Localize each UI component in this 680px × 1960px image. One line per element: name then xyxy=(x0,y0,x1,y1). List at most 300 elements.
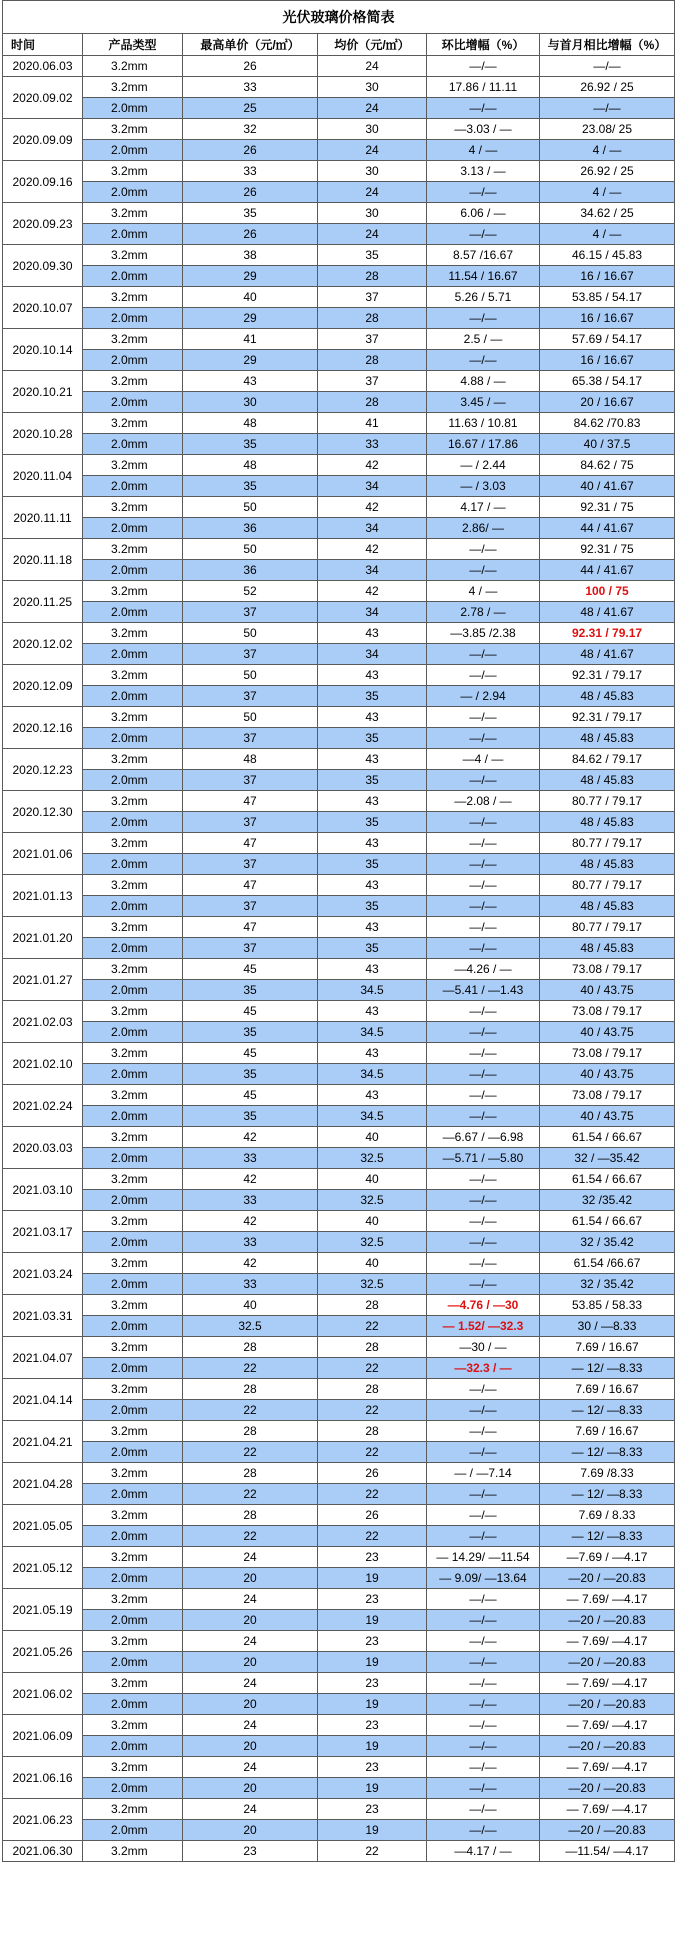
table-row xyxy=(3,140,675,161)
max-price-cell: 38 xyxy=(183,245,318,266)
header-vs-first-month: 与首月相比增幅（%） xyxy=(540,34,675,56)
avg-price-cell: 23 xyxy=(318,1589,427,1610)
table-row xyxy=(3,1274,675,1295)
date-cell: 2020.11.18 xyxy=(3,539,83,581)
max-price-cell: 24 xyxy=(183,1799,318,1820)
header-max-price: 最高单价（元/㎡） xyxy=(183,34,318,56)
table-row xyxy=(3,623,675,644)
mom-change-cell: —/— xyxy=(427,1652,540,1673)
table-row xyxy=(3,1169,675,1190)
table-row xyxy=(3,287,675,308)
table-row xyxy=(3,1148,675,1169)
date-cell: 2020.09.02 xyxy=(3,77,83,119)
max-price-cell: 30 xyxy=(183,392,318,413)
vs-first-month-cell: 73.08 / 79.17 xyxy=(540,1043,675,1064)
product-type-cell: 3.2mm xyxy=(83,1505,183,1526)
table-row xyxy=(3,1757,675,1778)
max-price-cell: 47 xyxy=(183,791,318,812)
max-price-cell: 24 xyxy=(183,1673,318,1694)
product-type-cell: 2.0mm xyxy=(83,182,183,203)
max-price-cell: 42 xyxy=(183,1127,318,1148)
max-price-cell: 24 xyxy=(183,1589,318,1610)
avg-price-cell: 28 xyxy=(318,350,427,371)
mom-change-cell: —/— xyxy=(427,1169,540,1190)
table-row xyxy=(3,224,675,245)
mom-change-cell: —/— xyxy=(427,875,540,896)
product-type-cell: 3.2mm xyxy=(83,1799,183,1820)
max-price-cell: 26 xyxy=(183,224,318,245)
avg-price-cell: 43 xyxy=(318,917,427,938)
product-type-cell: 3.2mm xyxy=(83,1547,183,1568)
vs-first-month-cell: 48 / 45.83 xyxy=(540,770,675,791)
product-type-cell: 3.2mm xyxy=(83,203,183,224)
table-row xyxy=(3,77,675,98)
table-row xyxy=(3,371,675,392)
table-title-row xyxy=(3,1,675,34)
mom-change-cell: —/— xyxy=(427,1820,540,1841)
table-row xyxy=(3,1841,675,1862)
vs-first-month-cell: — 7.69/ —4.17 xyxy=(540,1589,675,1610)
max-price-cell: 32.5 xyxy=(183,1316,318,1337)
product-type-cell: 3.2mm xyxy=(83,1337,183,1358)
table-body xyxy=(3,56,675,1862)
mom-change-cell: —/— xyxy=(427,1022,540,1043)
price-table xyxy=(2,0,675,1862)
table-row xyxy=(3,245,675,266)
product-type-cell: 3.2mm xyxy=(83,1379,183,1400)
product-type-cell: 2.0mm xyxy=(83,392,183,413)
mom-change-cell: —2.08 / — xyxy=(427,791,540,812)
table-row xyxy=(3,434,675,455)
product-type-cell: 2.0mm xyxy=(83,1148,183,1169)
date-cell: 2021.06.30 xyxy=(3,1841,83,1862)
vs-first-month-cell: — 7.69/ —4.17 xyxy=(540,1673,675,1694)
mom-change-cell: —/— xyxy=(427,854,540,875)
mom-change-cell: —/— xyxy=(427,1043,540,1064)
avg-price-cell: 37 xyxy=(318,287,427,308)
max-price-cell: 25 xyxy=(183,98,318,119)
max-price-cell: 36 xyxy=(183,518,318,539)
vs-first-month-cell: 48 / 41.67 xyxy=(540,602,675,623)
date-cell: 2020.09.16 xyxy=(3,161,83,203)
avg-price-cell: 23 xyxy=(318,1715,427,1736)
table-row xyxy=(3,1463,675,1484)
vs-first-month-cell: 48 / 45.83 xyxy=(540,854,675,875)
vs-first-month-cell: 80.77 / 79.17 xyxy=(540,833,675,854)
product-type-cell: 2.0mm xyxy=(83,896,183,917)
table-row xyxy=(3,833,675,854)
vs-first-month-cell: 84.62 / 79.17 xyxy=(540,749,675,770)
vs-first-month-cell: 40 / 41.67 xyxy=(540,476,675,497)
vs-first-month-cell: 48 / 41.67 xyxy=(540,644,675,665)
table-row xyxy=(3,1820,675,1841)
max-price-cell: 24 xyxy=(183,1715,318,1736)
vs-first-month-cell: 80.77 / 79.17 xyxy=(540,875,675,896)
product-type-cell: 2.0mm xyxy=(83,1778,183,1799)
avg-price-cell: 34.5 xyxy=(318,1106,427,1127)
mom-change-cell: —/— xyxy=(427,1274,540,1295)
mom-change-cell: 6.06 / — xyxy=(427,203,540,224)
avg-price-cell: 19 xyxy=(318,1652,427,1673)
avg-price-cell: 28 xyxy=(318,1379,427,1400)
product-type-cell: 2.0mm xyxy=(83,1400,183,1421)
max-price-cell: 37 xyxy=(183,854,318,875)
vs-first-month-cell: 16 / 16.67 xyxy=(540,350,675,371)
date-cell: 2021.03.31 xyxy=(3,1295,83,1337)
vs-first-month-cell: 7.69 / 16.67 xyxy=(540,1337,675,1358)
product-type-cell: 3.2mm xyxy=(83,1841,183,1862)
mom-change-cell: —5.41 / —1.43 xyxy=(427,980,540,1001)
date-cell: 2020.11.25 xyxy=(3,581,83,623)
mom-change-cell: 3.13 / — xyxy=(427,161,540,182)
avg-price-cell: 24 xyxy=(318,56,427,77)
table-row xyxy=(3,98,675,119)
header-product-type: 产品类型 xyxy=(83,34,183,56)
avg-price-cell: 35 xyxy=(318,812,427,833)
avg-price-cell: 40 xyxy=(318,1211,427,1232)
mom-change-cell: —/— xyxy=(427,539,540,560)
table-row xyxy=(3,959,675,980)
avg-price-cell: 43 xyxy=(318,791,427,812)
vs-first-month-cell: —/— xyxy=(540,98,675,119)
table-row xyxy=(3,1400,675,1421)
avg-price-cell: 28 xyxy=(318,1337,427,1358)
table-row xyxy=(3,539,675,560)
product-type-cell: 3.2mm xyxy=(83,329,183,350)
vs-first-month-cell: 73.08 / 79.17 xyxy=(540,959,675,980)
mom-change-cell: —/— xyxy=(427,350,540,371)
table-row xyxy=(3,1484,675,1505)
max-price-cell: 24 xyxy=(183,1757,318,1778)
mom-change-cell: —/— xyxy=(427,1694,540,1715)
product-type-cell: 2.0mm xyxy=(83,560,183,581)
max-price-cell: 26 xyxy=(183,182,318,203)
mom-change-cell: —/— xyxy=(427,1106,540,1127)
product-type-cell: 2.0mm xyxy=(83,434,183,455)
vs-first-month-cell: —20 / —20.83 xyxy=(540,1820,675,1841)
max-price-cell: 50 xyxy=(183,707,318,728)
avg-price-cell: 35 xyxy=(318,938,427,959)
table-row xyxy=(3,707,675,728)
table-row xyxy=(3,1547,675,1568)
date-cell: 2021.03.10 xyxy=(3,1169,83,1211)
max-price-cell: 35 xyxy=(183,1022,318,1043)
max-price-cell: 48 xyxy=(183,413,318,434)
vs-first-month-cell: 84.62 /70.83 xyxy=(540,413,675,434)
max-price-cell: 33 xyxy=(183,1148,318,1169)
table-row xyxy=(3,938,675,959)
avg-price-cell: 35 xyxy=(318,686,427,707)
avg-price-cell: 32.5 xyxy=(318,1190,427,1211)
vs-first-month-cell: — 12/ —8.33 xyxy=(540,1400,675,1421)
avg-price-cell: 23 xyxy=(318,1547,427,1568)
product-type-cell: 3.2mm xyxy=(83,917,183,938)
product-type-cell: 3.2mm xyxy=(83,1085,183,1106)
avg-price-cell: 37 xyxy=(318,371,427,392)
mom-change-cell: —/— xyxy=(427,308,540,329)
avg-price-cell: 28 xyxy=(318,392,427,413)
avg-price-cell: 35 xyxy=(318,854,427,875)
table-row xyxy=(3,308,675,329)
avg-price-cell: 43 xyxy=(318,875,427,896)
date-cell: 2020.10.21 xyxy=(3,371,83,413)
avg-price-cell: 28 xyxy=(318,1421,427,1442)
vs-first-month-cell: 61.54 / 66.67 xyxy=(540,1127,675,1148)
mom-change-cell: —/— xyxy=(427,1379,540,1400)
table-row xyxy=(3,875,675,896)
mom-change-cell: —32.3 / — xyxy=(427,1358,540,1379)
max-price-cell: 28 xyxy=(183,1421,318,1442)
avg-price-cell: 41 xyxy=(318,413,427,434)
vs-first-month-cell: 32 /35.42 xyxy=(540,1190,675,1211)
avg-price-cell: 34.5 xyxy=(318,1022,427,1043)
table-row xyxy=(3,1526,675,1547)
avg-price-cell: 43 xyxy=(318,623,427,644)
max-price-cell: 37 xyxy=(183,602,318,623)
max-price-cell: 35 xyxy=(183,1106,318,1127)
table-row xyxy=(3,1442,675,1463)
vs-first-month-cell: —/— xyxy=(540,56,675,77)
table-row xyxy=(3,1505,675,1526)
max-price-cell: 20 xyxy=(183,1778,318,1799)
product-type-cell: 3.2mm xyxy=(83,1631,183,1652)
max-price-cell: 35 xyxy=(183,980,318,1001)
avg-price-cell: 26 xyxy=(318,1505,427,1526)
vs-first-month-cell: 30 / —8.33 xyxy=(540,1316,675,1337)
vs-first-month-cell: 73.08 / 79.17 xyxy=(540,1001,675,1022)
mom-change-cell: —/— xyxy=(427,1400,540,1421)
table-row xyxy=(3,1316,675,1337)
max-price-cell: 33 xyxy=(183,1232,318,1253)
max-price-cell: 29 xyxy=(183,350,318,371)
vs-first-month-cell: 7.69 / 16.67 xyxy=(540,1379,675,1400)
max-price-cell: 40 xyxy=(183,287,318,308)
avg-price-cell: 43 xyxy=(318,749,427,770)
header-row xyxy=(3,34,675,56)
avg-price-cell: 28 xyxy=(318,266,427,287)
vs-first-month-cell: 53.85 / 58.33 xyxy=(540,1295,675,1316)
mom-change-cell: 8.57 /16.67 xyxy=(427,245,540,266)
max-price-cell: 37 xyxy=(183,686,318,707)
max-price-cell: 26 xyxy=(183,140,318,161)
avg-price-cell: 23 xyxy=(318,1757,427,1778)
table-row xyxy=(3,1001,675,1022)
vs-first-month-cell: 26.92 / 25 xyxy=(540,77,675,98)
product-type-cell: 2.0mm xyxy=(83,350,183,371)
max-price-cell: 28 xyxy=(183,1463,318,1484)
table-row xyxy=(3,182,675,203)
table-row xyxy=(3,413,675,434)
table-row xyxy=(3,1799,675,1820)
date-cell: 2021.04.21 xyxy=(3,1421,83,1463)
table-row xyxy=(3,1736,675,1757)
max-price-cell: 50 xyxy=(183,539,318,560)
table-row xyxy=(3,1127,675,1148)
max-price-cell: 20 xyxy=(183,1694,318,1715)
table-row xyxy=(3,1358,675,1379)
avg-price-cell: 22 xyxy=(318,1442,427,1463)
avg-price-cell: 23 xyxy=(318,1799,427,1820)
avg-price-cell: 30 xyxy=(318,161,427,182)
max-price-cell: 37 xyxy=(183,770,318,791)
product-type-cell: 3.2mm xyxy=(83,1757,183,1778)
mom-change-cell: — / 3.03 xyxy=(427,476,540,497)
max-price-cell: 52 xyxy=(183,581,318,602)
max-price-cell: 22 xyxy=(183,1484,318,1505)
vs-first-month-cell: 100 / 75 xyxy=(540,581,675,602)
avg-price-cell: 42 xyxy=(318,497,427,518)
avg-price-cell: 28 xyxy=(318,1295,427,1316)
mom-change-cell: —/— xyxy=(427,560,540,581)
max-price-cell: 50 xyxy=(183,497,318,518)
mom-change-cell: —4.76 / —30 xyxy=(427,1295,540,1316)
max-price-cell: 24 xyxy=(183,1547,318,1568)
mom-change-cell: —/— xyxy=(427,1064,540,1085)
vs-first-month-cell: 73.08 / 79.17 xyxy=(540,1085,675,1106)
vs-first-month-cell: 61.54 / 66.67 xyxy=(540,1169,675,1190)
product-type-cell: 3.2mm xyxy=(83,245,183,266)
mom-change-cell: —/— xyxy=(427,1610,540,1631)
mom-change-cell: —/— xyxy=(427,707,540,728)
table-row xyxy=(3,161,675,182)
avg-price-cell: 32.5 xyxy=(318,1232,427,1253)
vs-first-month-cell: 7.69 /8.33 xyxy=(540,1463,675,1484)
product-type-cell: 3.2mm xyxy=(83,56,183,77)
mom-change-cell: 2.86/ — xyxy=(427,518,540,539)
product-type-cell: 2.0mm xyxy=(83,602,183,623)
mom-change-cell: —30 / — xyxy=(427,1337,540,1358)
date-cell: 2021.01.20 xyxy=(3,917,83,959)
table-row xyxy=(3,1232,675,1253)
product-type-cell: 2.0mm xyxy=(83,1022,183,1043)
vs-first-month-cell: 7.69 / 8.33 xyxy=(540,1505,675,1526)
header-date: 时间 xyxy=(3,34,83,56)
mom-change-cell: —/— xyxy=(427,1085,540,1106)
avg-price-cell: 35 xyxy=(318,728,427,749)
vs-first-month-cell: —20 / —20.83 xyxy=(540,1736,675,1757)
table-row xyxy=(3,917,675,938)
product-type-cell: 3.2mm xyxy=(83,1421,183,1442)
date-cell: 2021.05.12 xyxy=(3,1547,83,1589)
product-type-cell: 2.0mm xyxy=(83,686,183,707)
product-type-cell: 3.2mm xyxy=(83,791,183,812)
date-cell: 2021.03.17 xyxy=(3,1211,83,1253)
max-price-cell: 50 xyxy=(183,665,318,686)
max-price-cell: 22 xyxy=(183,1442,318,1463)
table-title: 光伏玻璃价格简表 xyxy=(3,1,675,34)
product-type-cell: 3.2mm xyxy=(83,413,183,434)
max-price-cell: 42 xyxy=(183,1253,318,1274)
mom-change-cell: —/— xyxy=(427,98,540,119)
max-price-cell: 24 xyxy=(183,1631,318,1652)
table-row xyxy=(3,812,675,833)
mom-change-cell: 5.26 / 5.71 xyxy=(427,287,540,308)
product-type-cell: 3.2mm xyxy=(83,1463,183,1484)
max-price-cell: 32 xyxy=(183,119,318,140)
product-type-cell: 2.0mm xyxy=(83,1820,183,1841)
product-type-cell: 2.0mm xyxy=(83,1232,183,1253)
mom-change-cell: —/— xyxy=(427,665,540,686)
max-price-cell: 50 xyxy=(183,623,318,644)
table-row xyxy=(3,518,675,539)
product-type-cell: 3.2mm xyxy=(83,161,183,182)
max-price-cell: 37 xyxy=(183,896,318,917)
mom-change-cell: — 9.09/ —13.64 xyxy=(427,1568,540,1589)
max-price-cell: 29 xyxy=(183,308,318,329)
table-row xyxy=(3,1631,675,1652)
vs-first-month-cell: 4 / — xyxy=(540,182,675,203)
vs-first-month-cell: 46.15 / 45.83 xyxy=(540,245,675,266)
avg-price-cell: 43 xyxy=(318,665,427,686)
avg-price-cell: 43 xyxy=(318,833,427,854)
table-row xyxy=(3,1610,675,1631)
max-price-cell: 47 xyxy=(183,875,318,896)
table-row xyxy=(3,749,675,770)
mom-change-cell: —5.71 / —5.80 xyxy=(427,1148,540,1169)
max-price-cell: 37 xyxy=(183,728,318,749)
vs-first-month-cell: 65.38 / 54.17 xyxy=(540,371,675,392)
max-price-cell: 29 xyxy=(183,266,318,287)
vs-first-month-cell: 32 / 35.42 xyxy=(540,1274,675,1295)
max-price-cell: 28 xyxy=(183,1505,318,1526)
product-type-cell: 3.2mm xyxy=(83,707,183,728)
date-cell: 2021.06.02 xyxy=(3,1673,83,1715)
table-row xyxy=(3,896,675,917)
table-row xyxy=(3,1568,675,1589)
avg-price-cell: 19 xyxy=(318,1820,427,1841)
vs-first-month-cell: 40 / 43.75 xyxy=(540,1022,675,1043)
product-type-cell: 2.0mm xyxy=(83,1064,183,1085)
mom-change-cell: —/— xyxy=(427,1778,540,1799)
avg-price-cell: 34 xyxy=(318,476,427,497)
vs-first-month-cell: 20 / 16.67 xyxy=(540,392,675,413)
vs-first-month-cell: 61.54 / 66.67 xyxy=(540,1211,675,1232)
avg-price-cell: 23 xyxy=(318,1673,427,1694)
max-price-cell: 35 xyxy=(183,434,318,455)
avg-price-cell: 26 xyxy=(318,1463,427,1484)
avg-price-cell: 43 xyxy=(318,1001,427,1022)
avg-price-cell: 43 xyxy=(318,959,427,980)
date-cell: 2020.09.23 xyxy=(3,203,83,245)
vs-first-month-cell: 92.31 / 79.17 xyxy=(540,623,675,644)
vs-first-month-cell: —7.69 / —4.17 xyxy=(540,1547,675,1568)
max-price-cell: 37 xyxy=(183,938,318,959)
avg-price-cell: 34.5 xyxy=(318,980,427,1001)
mom-change-cell: —/— xyxy=(427,812,540,833)
avg-price-cell: 19 xyxy=(318,1778,427,1799)
table-row xyxy=(3,119,675,140)
mom-change-cell: 17.86 / 11.11 xyxy=(427,77,540,98)
table-row xyxy=(3,1211,675,1232)
vs-first-month-cell: 7.69 / 16.67 xyxy=(540,1421,675,1442)
max-price-cell: 45 xyxy=(183,1043,318,1064)
avg-price-cell: 19 xyxy=(318,1736,427,1757)
product-type-cell: 2.0mm xyxy=(83,1652,183,1673)
mom-change-cell: — 1.52/ —32.3 xyxy=(427,1316,540,1337)
avg-price-cell: 32.5 xyxy=(318,1274,427,1295)
table-row xyxy=(3,392,675,413)
avg-price-cell: 34.5 xyxy=(318,1064,427,1085)
product-type-cell: 3.2mm xyxy=(83,875,183,896)
mom-change-cell: —/— xyxy=(427,182,540,203)
product-type-cell: 3.2mm xyxy=(83,1127,183,1148)
max-price-cell: 37 xyxy=(183,812,318,833)
mom-change-cell: —/— xyxy=(427,1631,540,1652)
product-type-cell: 3.2mm xyxy=(83,1715,183,1736)
vs-first-month-cell: — 7.69/ —4.17 xyxy=(540,1715,675,1736)
vs-first-month-cell: 44 / 41.67 xyxy=(540,518,675,539)
product-type-cell: 3.2mm xyxy=(83,1673,183,1694)
